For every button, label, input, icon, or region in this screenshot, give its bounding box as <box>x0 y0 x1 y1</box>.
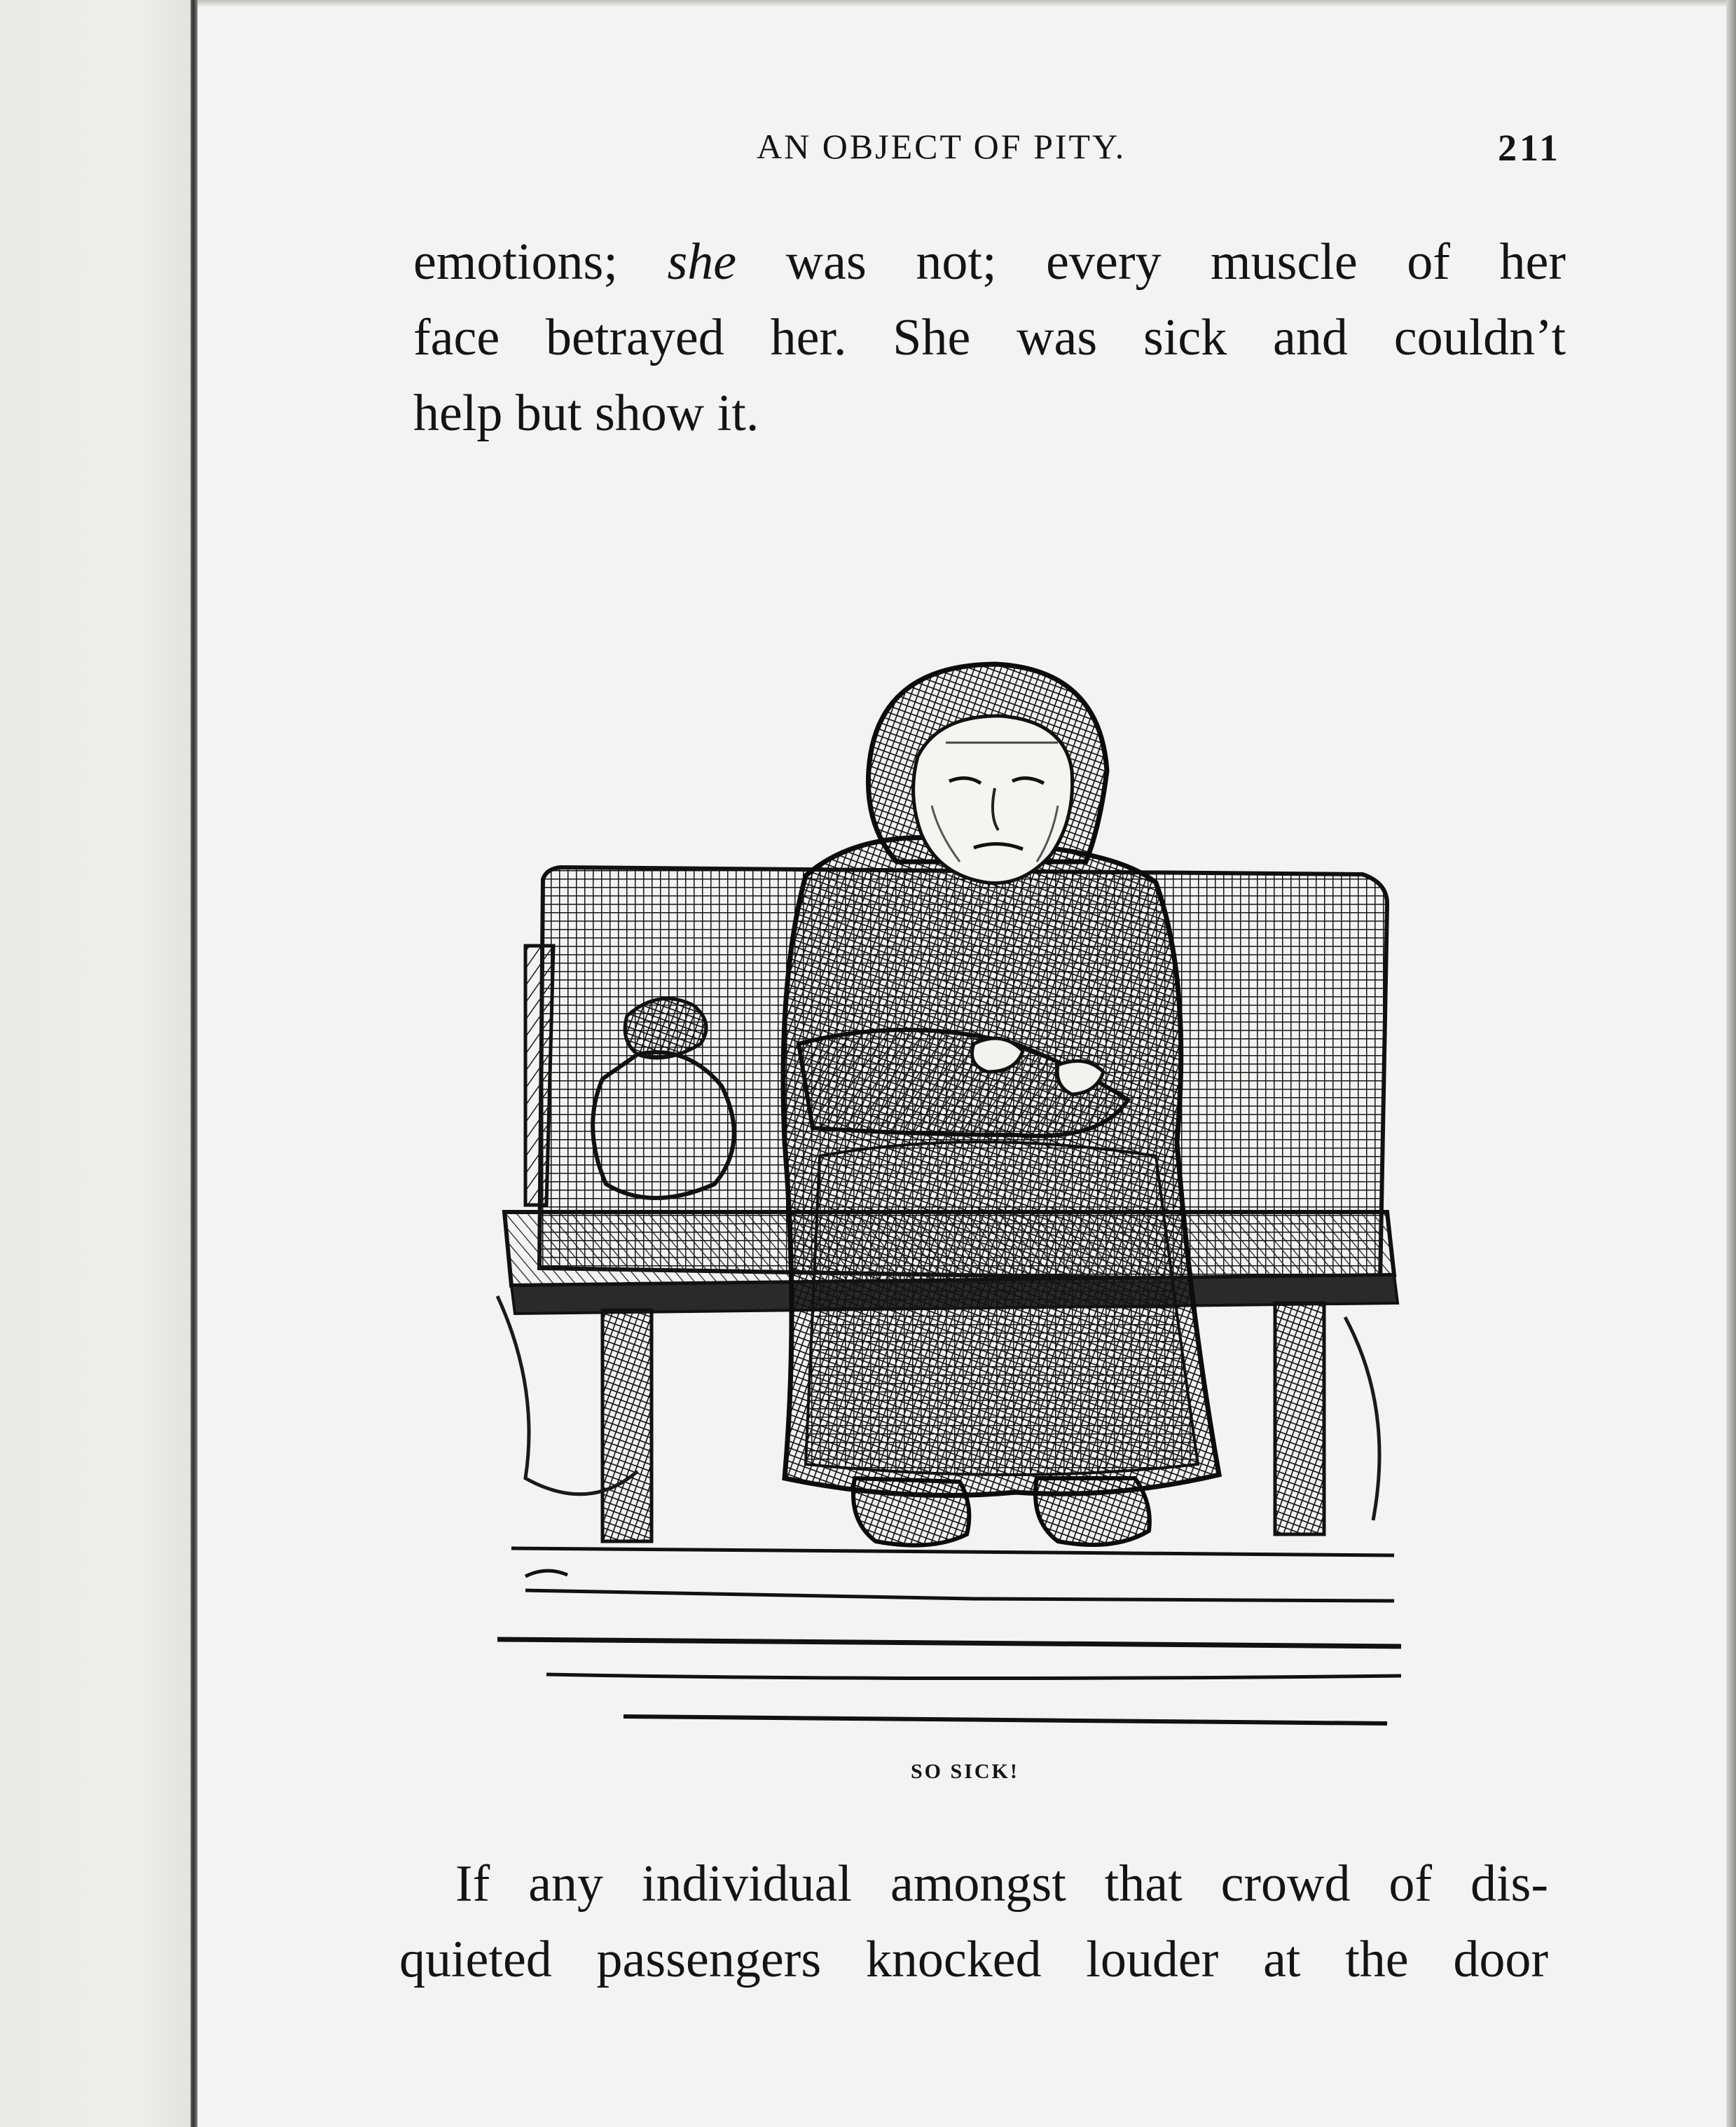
text-line <box>413 224 1566 300</box>
text-run: was not; every muscle of her <box>736 233 1566 291</box>
page-top-edge <box>198 0 1736 7</box>
text-line: quieted passengers knocked louder at the door <box>399 1931 1548 1988</box>
text-line: If any individual amongst that crowd of dis- <box>455 1855 1548 1913</box>
paragraph-bottom <box>399 1846 1548 1997</box>
engraving-old-woman-on-bench-icon <box>483 652 1464 1751</box>
page-right-edge <box>1726 0 1736 2127</box>
emphasis-text: she <box>667 233 737 291</box>
running-title: AN OBJECT OF PITY. <box>757 127 1127 166</box>
text-line: face betrayed her. She was sick and couldn’t <box>413 309 1566 366</box>
book-gutter <box>191 0 198 2127</box>
facing-page-edge <box>0 0 191 2127</box>
figure-caption: SO SICK! <box>911 1760 1019 1783</box>
page-number: 211 <box>1497 127 1561 169</box>
text-line: help but show it. <box>413 385 759 442</box>
paragraph-top <box>413 224 1566 451</box>
text-run: emotions; <box>413 233 668 291</box>
